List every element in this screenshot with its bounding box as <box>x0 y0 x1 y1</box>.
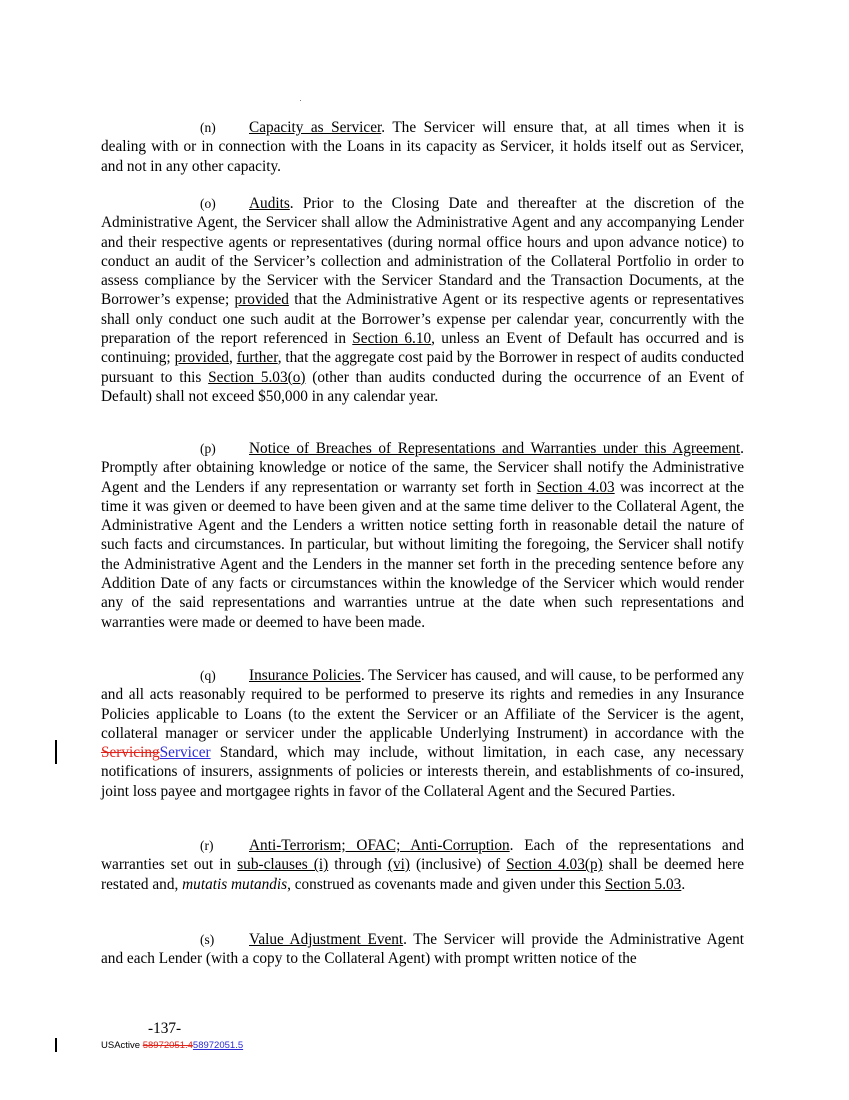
change-bar <box>55 1038 57 1052</box>
paragraph-heading: Anti-Terrorism; OFAC; Anti-Corruption <box>249 837 510 854</box>
paragraph-heading: Capacity as Servicer <box>249 119 382 136</box>
section-reference: Section 4.03 <box>536 478 615 496</box>
paragraph-s: (s) Value Adjustment Event. The Servicer will provide the Administrative Agent and each Lender (with a copy to the Collateral Agent) with prompt written notice of the <box>101 931 744 968</box>
paragraph-number: (r) <box>200 838 214 853</box>
paragraph-number: (p) <box>200 441 216 456</box>
change-bar <box>55 740 57 764</box>
paragraph-number: (o) <box>200 196 216 211</box>
paragraph-n: (n) Capacity as Servicer. The Servicer will ensure that, at all times when it is dealing with or in connection with the Loans in its capacity as Servicer, it holds itself out as Servicer, and not in any other capacity. <box>101 119 744 175</box>
paragraph-o: (o) Audits. Prior to the Closing Date and thereafter at the discretion of the Administrative Agent, the Servicer shall allow the Administrative Agent and any accompanying Lender and their respective agents or representatives (during normal office hours and upon advance notice) to conduct an audit of the Servicer’s collection and administration of the Collateral Portfolio in order to assess compliance by the Servicer with the Servicer Standard and the Transaction Documents, at the Borrower’s expense; provided that the Administrative Agent or its respective agents or representatives shall only conduct one such audit at the Borrower’s expense per calendar year, concurrently with the preparation of the report referenced in Section 6.10, unless an Event of Default has occurred and is continuing; provided, further, that the aggregate cost paid by the Borrower in respect of audits conducted pursuant to this Section 5.03(o) (other than audits conducted during the occurrence of an Event of Default) shall not exceed $50,000 in any calendar year. <box>101 195 745 405</box>
paragraph-heading: Value Adjustment Event <box>249 931 404 948</box>
paragraph-heading: Insurance Policies <box>249 667 361 684</box>
section-reference: Section 5.03(o) <box>208 368 306 386</box>
paragraph-q: (q) Insurance Policies. The Servicer has caused, and will cause, to be performed any and all acts reasonably required to be performed to preserve its rights and remedies in any Insurance Policies applicable to Loans (to the extent the Servicer or an Affiliate of the Servicer is the agent, collateral manager or servicer under the applicable Underlying Instrument) in accordance with the ServicingServicer Standard, which may include, without limitation, in each case, any necessary notifications of insurers, assignments of policies or interests therein, and establishments of co-insured, joint loss payee and mortgagee rights in favor of the Collateral Agent and the Secured Parties. <box>101 667 744 800</box>
paragraph-p: (p) Notice of Breaches of Representations and Warranties under this Agreement. Promptly after obtaining knowledge or notice of the same, the Servicer shall notify the Administrative Agent and the Lenders if any representation or warranty set forth in Section 4.03 was incorrect at the time it was given or deemed to have been given and at the same time deliver to the Collateral Agent, the Administrative Agent and the Lenders a written notice setting forth in reasonable detail the nature of such facts and circumstances. In particular, but without limiting the foregoing, the Servicer shall notify the Administrative Agent and the Lenders in the manner set forth in the preceding sentence before any Addition Date of any facts or circumstances within the knowledge of the Servicer which would render any of the said representations and warranties untrue at the date when such representations and warranties were made or deemed to have been made. <box>101 440 744 631</box>
paragraph-number: (s) <box>200 932 215 947</box>
section-reference: (vi) <box>387 856 410 874</box>
deleted-text: 58972051.4 <box>142 1040 193 1051</box>
page-number: -137- <box>148 1020 182 1037</box>
paragraph-number: (q) <box>200 668 216 683</box>
paragraph-heading: Notice of Breaches of Representations and Warranties under this Agreement <box>249 440 741 457</box>
paragraph-r: (r) Anti-Terrorism; OFAC; Anti-Corruption. Each of the representations and warranties set out in sub-clauses (i) through (vi) (inclusive) of Section 4.03(p) shall be deemed here restated and, mutatis mutandis, construed as covenants made and given under this Section 5.03. <box>101 837 744 893</box>
section-reference: Section 5.03 <box>604 875 682 893</box>
paragraph-heading: Audits <box>249 195 290 212</box>
inserted-text: 58972051.5 <box>192 1040 244 1051</box>
section-reference: Section 6.10 <box>352 330 432 348</box>
stray-mark <box>300 100 301 101</box>
document-id-footer: USActive 58972051.458972051.5 <box>101 1040 244 1051</box>
inserted-text: Servicer <box>159 744 211 762</box>
section-reference: sub-clauses (i) <box>237 856 329 874</box>
paragraph-number: (n) <box>200 120 216 135</box>
section-reference: Section 4.03(p) <box>506 856 603 874</box>
deleted-text: Servicing <box>101 744 160 762</box>
